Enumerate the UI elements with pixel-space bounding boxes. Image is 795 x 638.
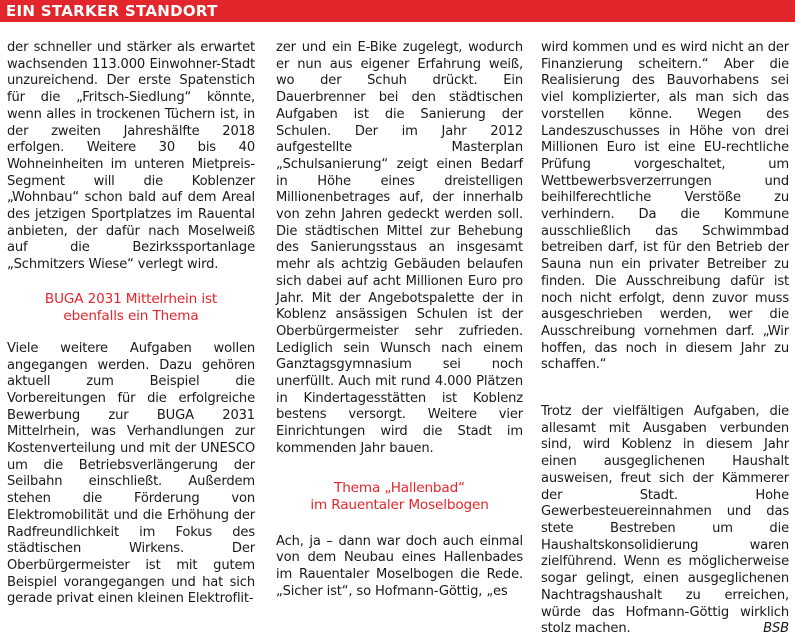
column-2 [276,40,523,600]
col2-subheading [276,480,523,514]
col1-subheading-line-2: ebenfalls ein Thema [63,307,199,324]
col2-paragraph-1: zer und ein E-Bike zugelegt, wodurch er nun aus eigener Erfahrung weiß, wo der Schuh drückt. Ein Dauerbrenner bei den städtischen Aufgaben ist die Sanierung der Schulen. Der im Jahr 2012 aufgestellte Masterplan „Schulsanierung“ zeigt einen Bedarf in Höhe eines dreistelligen Millionenbetrages auf, der innerhalb von zehn Jahren gedeckt werden soll. Die städtischen Mittel zur Behebung des Sanierungsstaus an insgesamt mehr als achtzig Gebäuden belaufen sich dabei auf acht Millionen Euro pro Jahr. Mit der Angebotspalette der in Koblenz ansässigen Schulen ist der Oberbürgermeister sehr zufrieden. Lediglich sein Wunsch nach einem Ganztagsgymnasium sei noch unerfüllt. Auch mit rund 4.000 Plätzen in Kindertagesstätten ist Koblenz bestens versorgt. Weitere vier Einrichtungen wird die Stadt im kommenden Jahr bauen. [276,40,523,456]
col2-paragraph-2: Ach, ja – dann war doch auch einmal von dem Neubau eines Hallenbades im Rauentaler Moselbogen die Rede. „Sicher ist“, so Hofmann-Göttig, „es [276,533,523,599]
col3-paragraph-2-text: Trotz der vielfältigen Aufgaben, die allesamt mit Ausgaben verbunden sind, wird Koblenz in diesem Jahr einen ausgeglichenen Haushalt ausweisen, freut sich der Kämmerer der Stadt. Hohe Gewerbesteuereinnahmen und das stete Bestreben um die Haushaltskonsolidierung waren zielführend. Wenn es möglicherweise sogar gelingt, einen ausgeglichenen Nachtragshaushalt zu erreichen, würde das Hofmann-Göttig wirklich stolz machen. [541,404,789,637]
col3-paragraph-2 [541,404,789,638]
col1-paragraph-2: Viele weitere Aufgaben wollen angegangen werden. Dazu gehören aktuell zum Beispiel die Vorbereitungen für die erfolgreiche Bewerbung zur BUGA 2031 Mittelrhein, was Verhandlungen zur Kostenverteilung und mit der UNESCO um die Betriebsverlängerung der Seilbahn einschließt. Außerdem stehen die Förderung von Elektromobilität und die Erhöhung der Radfreundlichkeit im Fokus des städtischen Wirkens. Der Oberbürgermeister ist mit gutem Beispiel vorangegangen und hat sich gerade privat einen kleinen Elektroflit- [7,340,255,607]
column-1 [7,40,255,608]
col2-subheading-line-2: im Rauentaler Moselbogen [310,496,489,513]
column-3 [541,40,789,638]
col1-subheading-line-1: BUGA 2031 Mittelrhein ist [44,290,218,307]
banner-title: EIN STARKER STANDORT [6,2,218,20]
col1-paragraph-1: der schneller und stärker als erwartet wachsenden 113.000 Einwohner-Stadt unzureichend. Der erste Spatenstich für die „Fritsch-Siedlung“ könnte, wenn alles in trockenen Tüchern ist, in der zweiten Jahreshälfte 2018 erfolgen. Weitere 30 bis 40 Wohneinheiten im unteren Mietpreis-Segment will die Koblenzer „Wohnbau“ schon bald auf dem Areal des jetzigen Sportplatzes im Rauental anbieten, der dafür nach Moselweiß auf die Bezirkssportanlage „Schmitzers Wiese“ verlegt wird. [7,40,255,273]
col1-subheading [7,291,255,325]
col3-paragraph-1: wird kommen und es wird nicht an der Finanzierung scheitern.“ Aber die Realisierung des Bauvorhabens sei viel komplizierter, als man sich das vorstellen könne. Wegen des Landeszuschusses in Höhe von drei Millionen Euro ist eine EU-rechtliche Prüfung vorgeschaltet, um Wettbewerbsverzerrungen und beihilferechtliche Verstöße zu verhindern. Da die Kommune ausschließlich das Schwimmbad betreiben darf, ist für den Betrieb der Sauna nun ein privater Betreiber zu finden. Die Ausschreibung dafür ist noch nicht erfolgt, denn zuvor muss ausgeschrieben werden, wer die Ausschreibung vornehmen darf. „Wir hoffen, das noch in diesem Jahr zu schaffen.“ [541,40,789,373]
section-banner [0,0,795,22]
author-signature: BSB [763,621,789,637]
col2-subheading-line-1: Thema „Hallenbad“ [334,479,465,496]
